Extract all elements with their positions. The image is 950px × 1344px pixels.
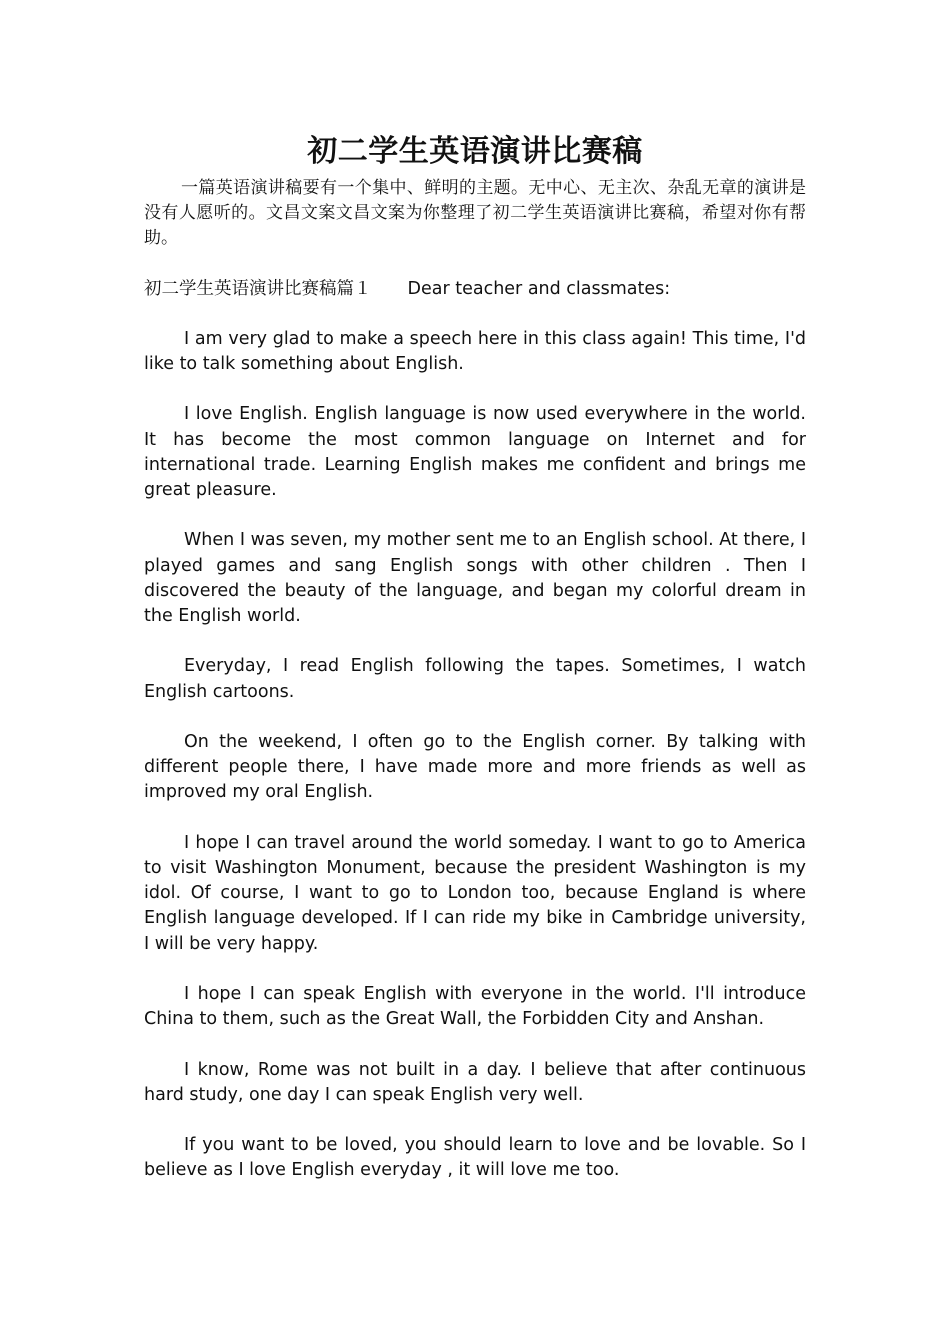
body-paragraph: On the weekend, I often go to the English corner. By talking with different people there, I have made more and more friends as well as improved my oral English. (144, 732, 806, 803)
body-paragraph: I know, Rome was not built in a day. I believe that after continuous hard study, one day I can speak English very well. (144, 1059, 806, 1105)
body-paragraph: If you want to be loved, you should learn to love and be lovable. So I believe as I love English everyday , it will love me too. (144, 1135, 806, 1181)
section-label: 初二学生英语演讲比赛稿篇１ (144, 278, 372, 299)
body-paragraph: When I was seven, my mother sent me to an English school. At there, I played games and sang English songs with other children . Then I discovered the beauty of the language, and began my colorful dream in the English world. (144, 530, 806, 627)
document-page (144, 130, 806, 1209)
body-paragraph: I hope I can speak English with everyone in the world. I'll introduce China to them, such as the Great Wall, the Forbidden City and Anshan. (144, 984, 806, 1030)
page-title: 初二学生英语演讲比赛稿 (307, 134, 643, 169)
greeting: Dear teacher and classmates: (407, 278, 671, 299)
body-paragraph: I hope I can travel around the world someday. I want to go to America to visit Washington Monument, because the president Washington is my idol. Of course, I want to go to London too, because England is where English language developed. If I can ride my bike in Cambridge university, I will be very happy. (144, 832, 806, 954)
body-paragraph: I love English. English language is now used everywhere in the world. It has become the most common language on Internet and for international trade. Learning English makes me confident and brings me great pleasure. (144, 404, 806, 501)
section-heading-line (144, 277, 806, 302)
body-paragraph: I am very glad to make a speech here in this class again! This time, I'd like to talk something about English. (144, 328, 806, 375)
body-paragraph: Everyday, I read English following the tapes. Sometimes, I watch English cartoons. (144, 656, 806, 702)
intro-paragraph: 一篇英语演讲稿要有一个集中、鲜明的主题。无中心、无主次、杂乱无章的演讲是没有人愿听的。文昌文案文昌文案为你整理了初二学生英语演讲比赛稿，希望对你有帮助。 (144, 178, 806, 249)
